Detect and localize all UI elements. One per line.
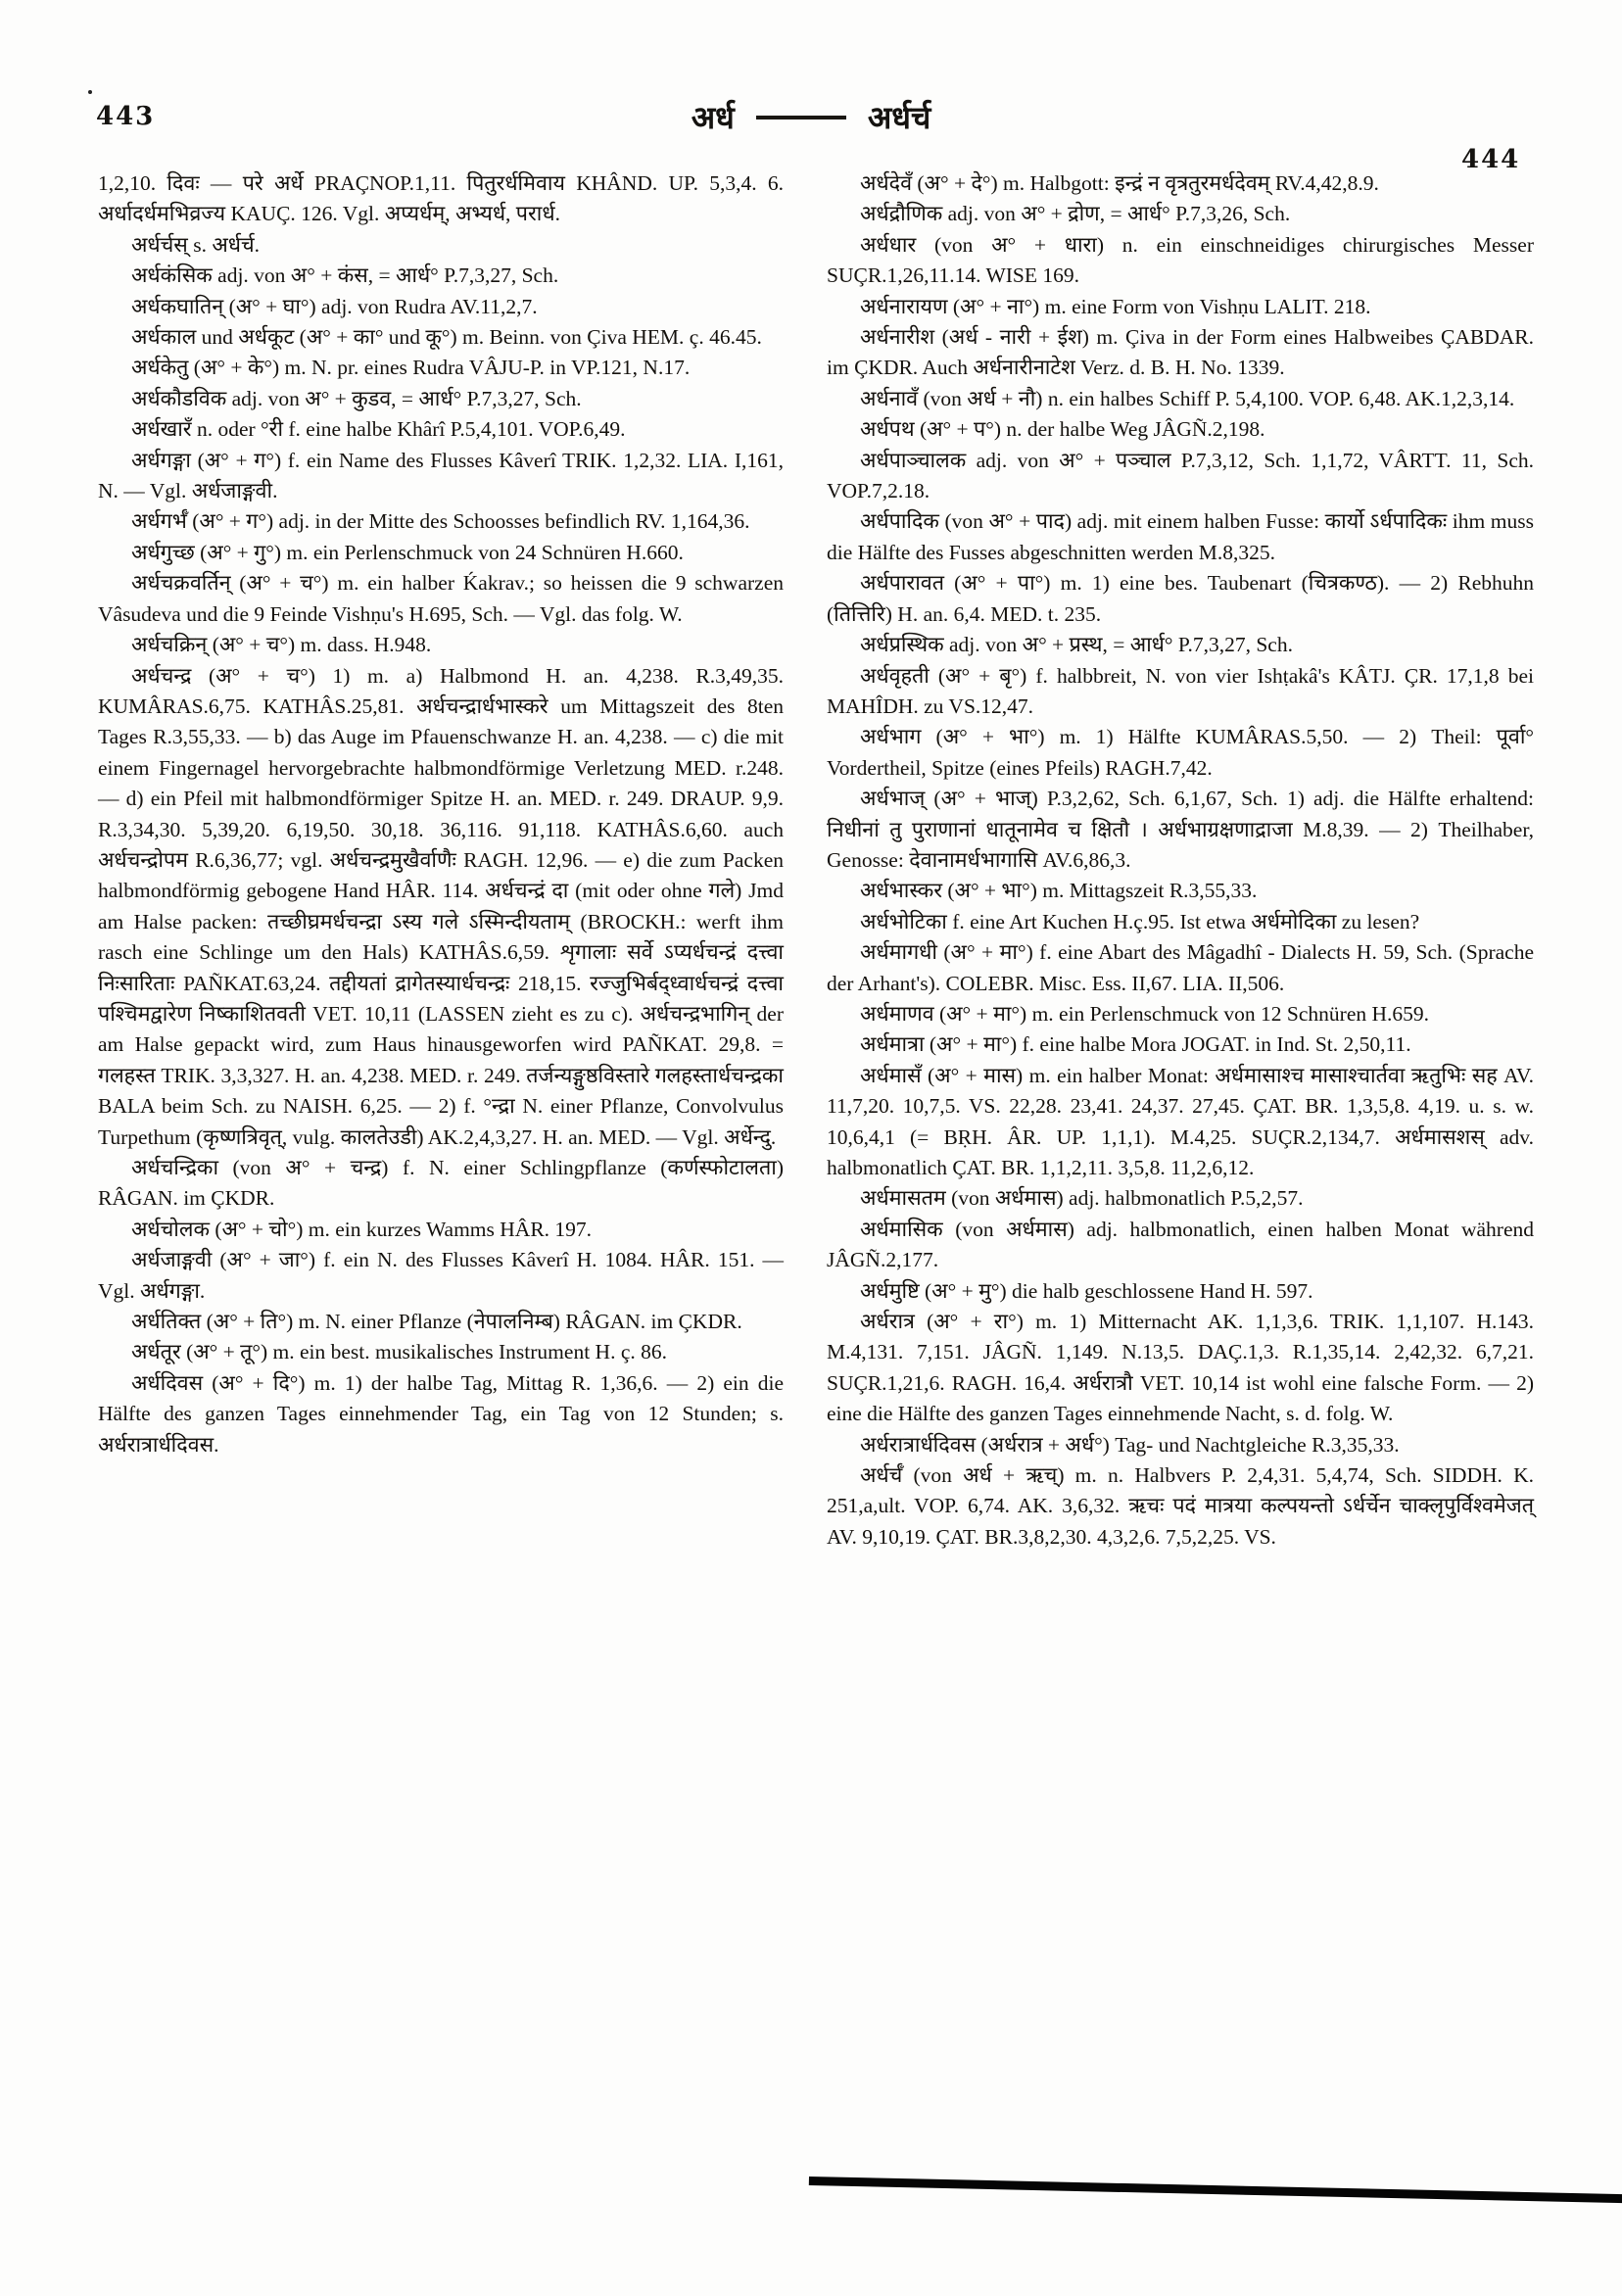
dictionary-entry: अर्धभाज् (अ° + भाज्) P.3,2,62, Sch. 6,1,67, Sch. 1) adj. die Hälfte erhaltend: निधीनां तु पुराणानां धातूनामेव च क्षितौ । अर्धभाग्रक्षणाद्राजा M.8,39. — 2) Theilhaber, Genosse: देवानामर्धभागासि AV.6,86,3. xyxy=(827,787,1534,872)
dictionary-entry: अर्धभोटिका f. eine Art Kuchen H.ç.95. Ist etwa अर्धमोदिका zu lesen? xyxy=(860,909,1420,933)
dictionary-entry: अर्धजाङ्गवी (अ° + जा°) f. ein N. des Flusses Kâverî H. 1084. HÂR. 151. — Vgl. अर्धगङ्गा. xyxy=(98,1248,784,1303)
dictionary-entry: अर्धमुष्टि (अ° + मु°) die halb geschlossene Hand H. 597. xyxy=(860,1278,1313,1303)
dictionary-entry: अर्धधार (von अ° + धारा) n. ein einschneidiges chirurgisches Messer SUÇR.1,26,11.14. WISE 169. xyxy=(827,232,1534,288)
dictionary-entry: अर्धपाञ्चालक adj. von अ° + पञ्चाल P.7,3,12, Sch. 1,1,72, VÂRTT. 11, Sch. VOP.7,2.18. xyxy=(827,448,1534,503)
dictionary-entry: अर्धनारीश (अर्ध - नारी + ईश) m. Çiva in der Form eines Halbweibes ÇABDAR. im ÇKDR. Auch अर्धनारीनाटेश Verz. d. B. H. No. 1339. xyxy=(827,325,1534,380)
dictionary-entry: अर्धतिक्त (अ° + ति°) m. N. einer Pflanze (नेपालनिम्ब) RÂGAN. im ÇKDR. xyxy=(131,1310,742,1334)
scan-speck xyxy=(88,90,92,94)
page-number-left: 443 xyxy=(96,102,156,131)
dictionary-entry: अर्धमागधी (अ° + मा°) f. eine Abart des Mâgadhî - Dialects H. 59, Sch. (Sprache der Arhant's). COLEBR. Misc. Ess. II,67. LIA. II,506. xyxy=(827,940,1534,995)
dictionary-entry: अर्धकंसिक adj. von अ° + कंस, = आर्ध° P.7,3,27, Sch. xyxy=(131,263,559,288)
running-head-last-word: अर्धर्च xyxy=(867,100,931,135)
dictionary-entry: अर्धगुच्छ (अ° + गु°) m. ein Perlenschmuck von 24 Schnüren H.660. xyxy=(131,540,684,564)
running-head-first-word: अर्ध xyxy=(691,100,735,135)
dictionary-entry: अर्धमाणव (अ° + मा°) m. ein Perlenschmuck von 12 Schnüren H.659. xyxy=(860,1001,1430,1026)
dictionary-entry: अर्धपादिक (von अ° + पाद) adj. mit einem halben Fusse: कार्यो ऽर्धपादिकः ihm muss die Hälfte des Fusses abgeschnitten werden M.8,325. xyxy=(827,509,1534,564)
dictionary-entry: अर्धमासतम (von अर्धमास) adj. halbmonatlich P.5,2,57. xyxy=(860,1186,1304,1211)
dictionary-entry: अर्धदेवँ (अ° + दे°) m. Halbgott: इन्द्रं न वृत्रतुरमर्धदेवम् RV.4,42,8.9. xyxy=(860,171,1379,195)
dictionary-entry: अर्धचन्द्रिका (von अ° + चन्द्र) f. N. einer Schlingpflanze (कर्णस्फोटालता) RÂGAN. im ÇKDR. xyxy=(98,1156,784,1211)
running-head-dash xyxy=(756,116,846,120)
dictionary-entry: अर्धरात्रार्धदिवस (अर्धरात्र + अर्ध°) Tag- und Nachtgleiche R.3,35,33. xyxy=(860,1432,1400,1457)
dictionary-entry: अर्धपारावत (अ° + पा°) m. 1) eine bes. Taubenart (चित्रकण्ठ). — 2) Rebhuhn (तित्तिरि) H. an. 6,4. MED. t. 235. xyxy=(827,571,1534,626)
dictionary-entry: अर्धप्रस्थिक adj. von अ° + प्रस्थ, = आर्ध° P.7,3,27, Sch. xyxy=(860,633,1293,657)
dictionary-entry: अर्धचोलक (अ° + चो°) m. ein kurzes Wamms HÂR. 197. xyxy=(131,1217,593,1241)
dictionary-entry: अर्धभाग (अ° + भा°) m. 1) Hälfte KUMÂRAS.5,50. — 2) Theil: पूर्वा° Vordertheil, Spitze (eines Pfeils) RAGH.7,42. xyxy=(827,725,1534,780)
column-continuation-paragraph: 1,2,10. दिवः — परे अर्धे PRAÇNOP.1,11. पितुरर्धमिवाय KHÂND. UP. 5,3,4. 6. अर्धादर्धमभिव्रज्य KAUÇ. 126. Vgl. अप्यर्धम्, अभ्यर्ध, परार्ध. xyxy=(98,171,784,226)
dictionary-entry: अर्धभास्कर (अ° + भा°) m. Mittagszeit R.3,55,33. xyxy=(860,879,1258,903)
dictionary-entry: अर्धमासँ (अ° + मास) m. ein halber Monat: अर्धमासाश्च मासाश्चार्तवा ऋतुभिः सह AV. 11,7,20. 10,7,5. VS. 22,28. 23,41. 24,37. 27,45. ÇAT. BR. 1,3,5,8. 4,19. u. s. w. 10,6,4,1 (= BṚH. ÂR. UP. 1,1,1). M.4,25. SUÇR.2,134,7. अर्धमासशस् adv. halbmonatlich ÇAT. BR. 1,1,2,11. 3,5,8. 11,2,6,12. xyxy=(827,1063,1534,1179)
page-number-right: 444 xyxy=(1461,145,1521,174)
dictionary-entry: अर्धचक्रिन् (अ° + च°) m. dass. H.948. xyxy=(131,633,432,657)
dictionary-entry: अर्धकाल und अर्धकूट (अ° + का° und कू°) m. Beinn. von Çiva HEM. ç. 46.45. xyxy=(131,325,762,350)
dictionary-entry: अर्धखारँ n. oder °री f. eine halbe Khârî P.5,4,101. VOP.6,49. xyxy=(131,417,626,442)
dictionary-entry: अर्धकौडविक adj. von अ° + कुडव, = आर्ध° P.7,3,27, Sch. xyxy=(131,386,582,410)
dictionary-entry: अर्धपथ (अ° + प°) n. der halbe Weg JÂGÑ.2,198. xyxy=(860,417,1265,442)
dictionary-entry: अर्धनारायण (अ° + ना°) m. eine Form von Vishṇu LALIT. 218. xyxy=(860,294,1371,318)
dictionary-entry: अर्धर्चँ (von अर्ध + ऋच्) m. n. Halbvers P. 2,4,31. 5,4,74, Sch. SIDDH. K. 251,a,ult. VOP. 6,74. AK. 3,6,32. ऋचः पदं मात्रया कल्पयन्तो ऽर्धर्चेन चाक्लृपुर्विश्वमेजत् AV. 9,10,19. ÇAT. BR.3,8,2,30. 4,3,2,6. 7,5,2,25. VS. xyxy=(827,1463,1534,1549)
dictionary-entry: अर्धकघातिन् (अ° + घा°) adj. von Rudra AV.11,2,7. xyxy=(131,294,538,318)
dictionary-entry: अर्धतूर (अ° + तू°) m. ein best. musikalisches Instrument H. ç. 86. xyxy=(131,1340,667,1364)
dictionary-entry: अर्धदिवस (अ° + दि°) m. 1) der halbe Tag, Mittag R. 1,36,6. — 2) ein die Hälfte des ganzen Tages einnehmender Tag, ein Tag von 12 Stunden; s. अर्धरात्रार्धदिवस. xyxy=(98,1370,784,1457)
dictionary-entry: अर्धचन्द्र (अ° + च°) 1) m. a) Halbmond H. an. 4,238. R.3,49,35. KUMÂRAS.6,75. KATHÂS.25,81. अर्धचन्द्रार्धभास्करे um Mittagszeit des 8ten Tages R.3,55,33. — b) das Auge im Pfauenschwanze H. an. 4,238. — c) die mit einem Fingernagel hervorgebrachte halbmondförmige Verletzung MED. r.248. — d) ein Pfeil mit halbmondförmiger Spitze H. an. MED. r. 249. DRAUP. 9,9. R.3,34,30. 5,39,20. 6,19,50. 30,18. 36,116. 91,118. KATHÂS.6,60. auch अर्धचन्द्रोपम R.6,36,77; vgl. अर्धचन्द्रमुखैर्वाणैः RAGH. 12,96. — e) die zum Packen halbmondförmig gebogene Hand HÂR. 114. अर्धचन्द्रं दा (mit oder ohne गले) Jmd am Halse packen: तच्छीघ्रमर्धचन्द्रा ऽस्य गले ऽस्मिन्दीयताम् (BROCKH.: werft ihm rasch eine Schlinge um den Hals) KATHÂS.6,59. शृगालाः सर्वे ऽप्यर्धचन्द्रं दत्त्वा निःसारिताः PAÑKAT.63,24. तद्दीयतां द्रागेतस्यार्धचन्द्रः 218,15. रज्जुभिर्बद्ध्वार्धचन्द्रं दत्त्वा पश्चिमद्वारेण निष्काशितवती VET. 10,11 (LASSEN zieht es zu c). अर्धचन्द्रभागिन् der am Halse gepackt wird, zum Haus hinausgeworfen wird PAÑKAT. 29,8. = गलहस्त TRIK. 3,3,327. H. an. 4,238. MED. r. 249. तर्जन्यङ्गुष्ठविस्तारे गलहस्तार्धचन्द्रका BALA beim Sch. zu NAISH. 6,25. — 2) f. °न्द्रा N. einer Pflanze, Convolvulus Turpethum (कृष्णत्रिवृत्, vulg. कालतेउडी) AK.2,4,3,27. H. an. MED. — Vgl. अर्धेन्दु. xyxy=(98,663,784,1149)
dictionary-entry: अर्धमात्रा (अ° + मा°) f. eine halbe Mora JOGAT. in Ind. St. 2,50,11. xyxy=(860,1032,1411,1057)
dictionary-entry: अर्धमासिक (von अर्धमास) adj. halbmonatlich, einen halben Monat während JÂGÑ.2,177. xyxy=(827,1217,1534,1272)
dictionary-entry: अर्धद्रौणिक adj. von अ° + द्रोण, = आर्ध° P.7,3,26, Sch. xyxy=(860,202,1291,226)
dictionary-entry: अर्धगर्भँ (अ° + ग°) adj. in der Mitte des Schoosses befindlich RV. 1,164,36. xyxy=(131,509,750,534)
dictionary-entry: अर्धकेतु (अ° + के°) m. N. pr. eines Rudra VÂJU-P. in VP.121, N.17. xyxy=(131,356,691,380)
scan-artifact-line xyxy=(809,2176,1622,2203)
dictionary-entry: अर्धनावँ (von अर्ध + नौ) n. ein halbes Schiff P. 5,4,100. VOP. 6,48. AK.1,2,3,14. xyxy=(860,386,1515,410)
text-column-right xyxy=(827,168,1534,1553)
dictionary-entry: अर्धगङ्गा (अ° + ग°) f. ein Name des Flusses Kâverî TRIK. 1,2,32. LIA. I,161, N. — Vgl. अर्धजाङ्गवी. xyxy=(98,448,784,503)
dictionary-entry: अर्धर्चस् s. अर्धर्च. xyxy=(131,232,261,257)
dictionary-entry: अर्धवृहती (अ° + बृ°) f. halbbreit, N. von vier Ishṭakâ's KÂTJ. ÇR. 17,1,8 bei MAHÎDH. zu VS.12,47. xyxy=(827,663,1534,718)
text-column-left xyxy=(98,168,784,1460)
dictionary-entry: अर्धरात्र (अ° + रा°) m. 1) Mitternacht AK. 1,1,3,6. TRIK. 1,1,107. H.143. M.4,131. 7,151. JÂGÑ. 1,149. N.13,5. DAÇ.1,3. R.1,35,14. 2,42,32. 6,7,21. SUÇR.1,21,6. RAGH. 16,4. अर्धरात्रौ VET. 10,14 ist wohl eine falsche Form. — 2) eine die Hälfte des ganzen Tages einnehmende Nacht, s. d. folg. W. xyxy=(827,1310,1534,1426)
running-head xyxy=(0,96,1622,138)
dictionary-entry: अर्धचक्रवर्तिन् (अ° + च°) m. ein halber Ḱakrav.; so heissen die 9 schwarzen Vâsudeva und die 9 Feinde Vishṇu's H.695, Sch. — Vgl. das folg. W. xyxy=(98,571,784,626)
